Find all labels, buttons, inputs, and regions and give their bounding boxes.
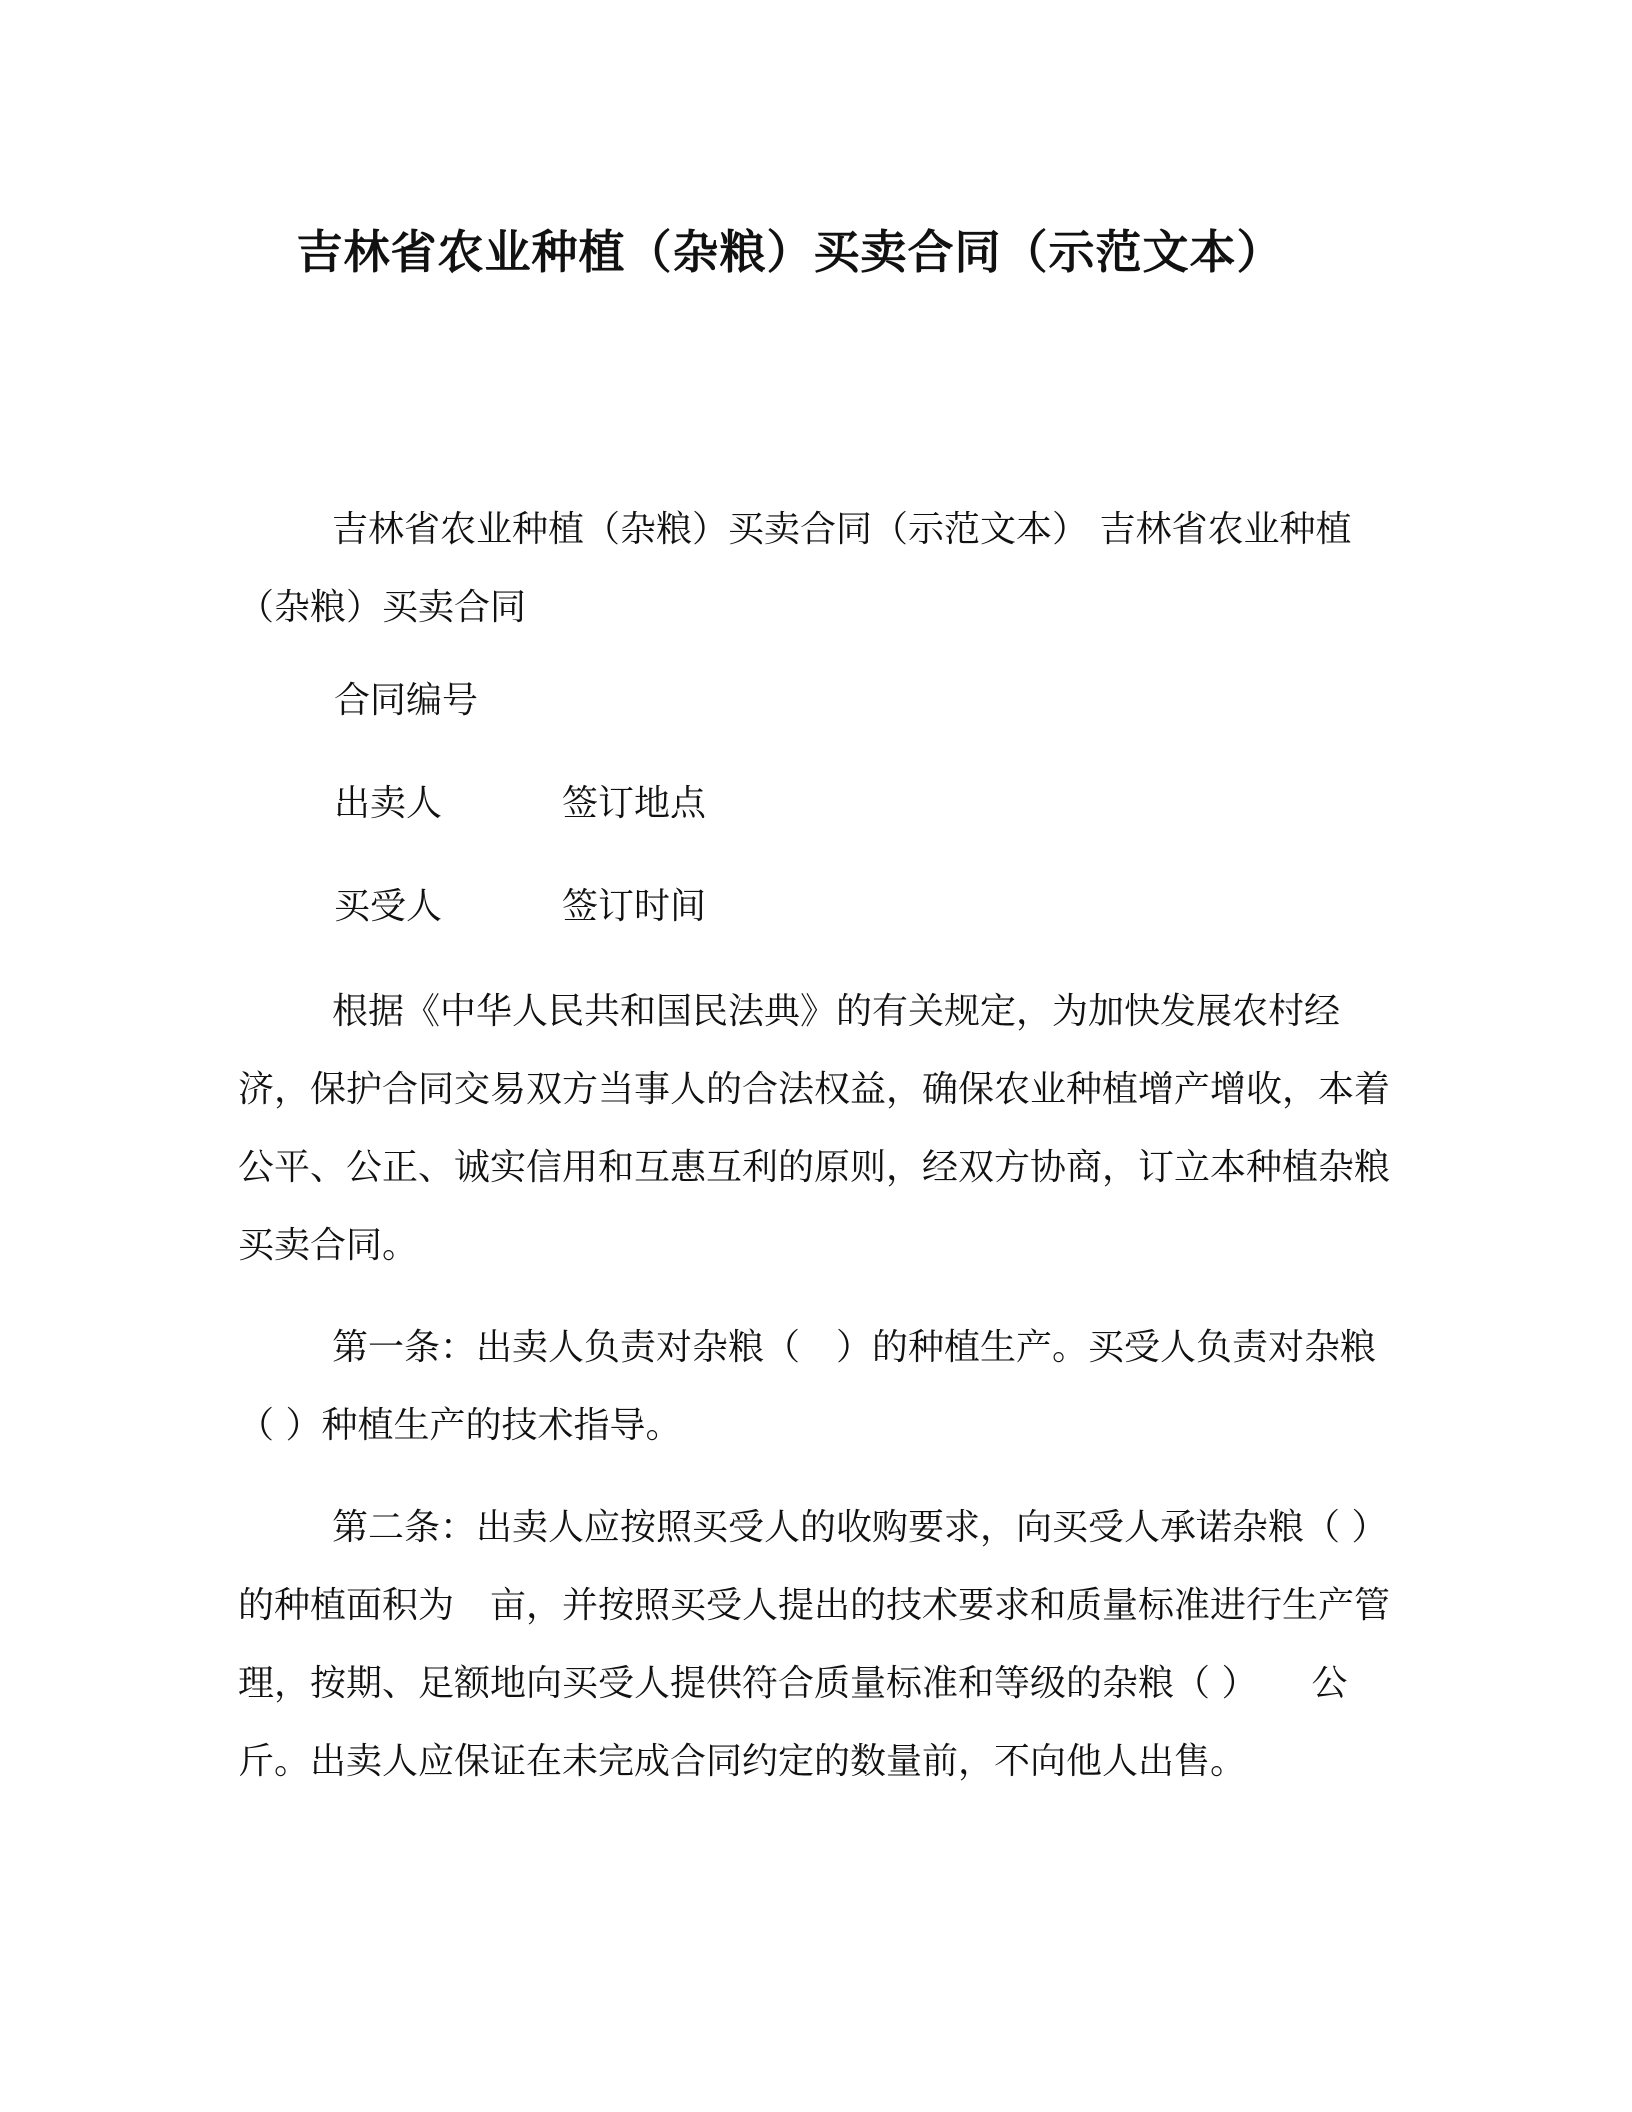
article-1-block <box>238 1309 1394 1465</box>
preamble-block <box>238 973 1394 1285</box>
seller-row <box>334 774 707 834</box>
seller-label: 出卖人 <box>334 783 443 824</box>
article-2-paragraph: 第二条：出卖人应按照买受人的收购要求，向买受人承诺杂粮（ ）的种植面积为 亩，并按照买受人提出的技术要求和质量标准进行生产管理，按期、足额地向买受人提供符合质量标准和等级的杂粮（ ） 公斤。出卖人应保证在未完成合同约定的数量前，不向他人出售。 <box>238 1507 1391 1782</box>
contract-number-label: 合同编号 <box>334 680 479 721</box>
buyer-row <box>334 877 707 937</box>
sign-place-label: 签订地点 <box>562 783 707 824</box>
document-title: 吉林省农业种植（杂粮）买卖合同（示范文本） <box>296 225 1284 279</box>
contract-number-row <box>334 671 478 731</box>
sign-time-label: 签订时间 <box>562 886 707 927</box>
preamble-paragraph: 根据《中华人民共和国民法典》的有关规定，为加快发展农村经济，保护合同交易双方当事人的合法权益，确保农业种植增产增收，本着公平、公正、诚实信用和互惠互利的原则，经双方协商，订立本种植杂粮买卖合同。 <box>238 991 1391 1266</box>
article-1-paragraph: 第一条：出卖人负责对杂粮（ ）的种植生产。买受人负责对杂粮（ ）种植生产的技术指导。 <box>238 1327 1377 1446</box>
intro-paragraph: 吉林省农业种植（杂粮）买卖合同（示范文本） 吉林省农业种植（杂粮）买卖合同 <box>238 509 1352 628</box>
article-2-block <box>238 1489 1394 1801</box>
intro-block <box>238 491 1394 647</box>
buyer-label: 买受人 <box>334 886 443 927</box>
